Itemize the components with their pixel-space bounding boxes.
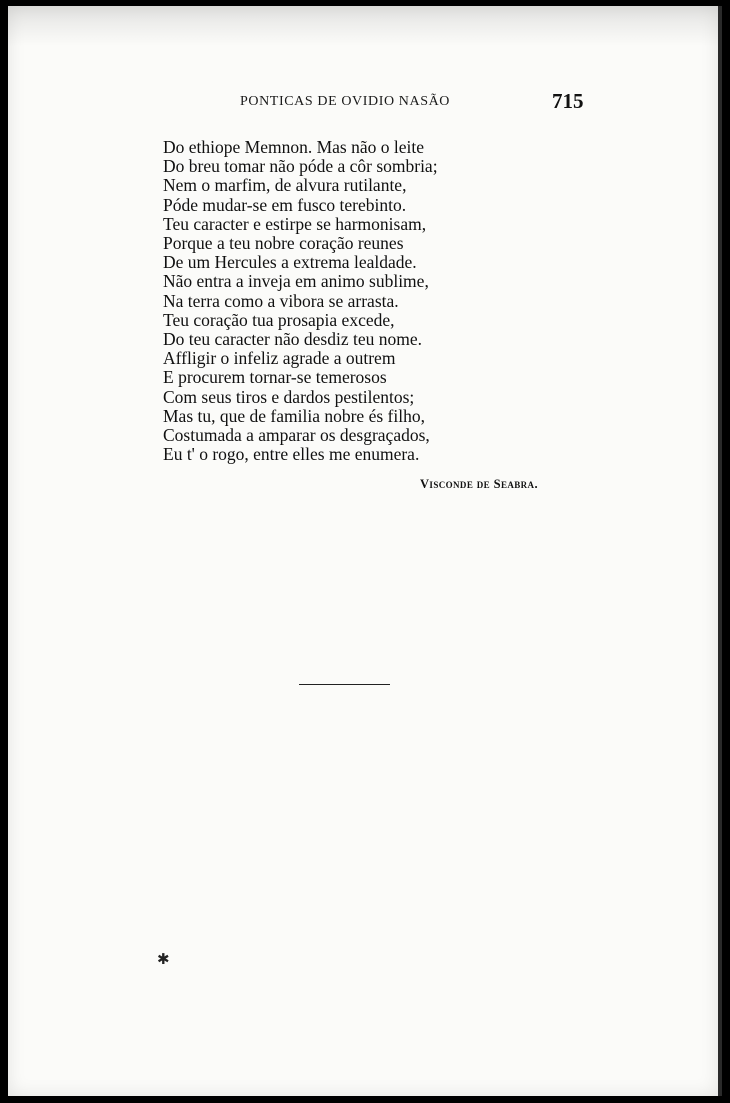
running-title: PONTICAS DE OVIDIO NASÃO	[240, 94, 451, 109]
poem-line: Porque a teu nobre coração reunes	[163, 233, 404, 254]
poem-line: Na terra como a vibora se arrasta.	[163, 290, 399, 311]
poem-line: Com seus tiros e dardos pestilentos;	[163, 386, 415, 407]
poem-verse	[163, 138, 438, 464]
poem-line: Costumada a amparar os desgraçados,	[163, 425, 430, 446]
poem-line: Do teu caracter não desdiz teu nome.	[163, 329, 422, 350]
page-number: 715	[552, 89, 584, 113]
poem-line: Do ethiope Memnon. Mas não o leite	[163, 137, 424, 157]
author-signature: Visconde de Seabra.	[420, 477, 538, 491]
poem-line: Mas tu, que de familia nobre és filho,	[163, 405, 425, 426]
section-divider	[299, 684, 390, 685]
poem-line: Teu caracter e estirpe se harmonisam,	[163, 213, 427, 234]
poem-line: Não entra a inveja em animo sublime,	[163, 271, 429, 292]
poem-line: De um Hercules a extrema lealdade.	[163, 252, 417, 273]
book-page	[8, 6, 722, 1096]
poem-line: Póde mudar-se em fusco terebinto.	[163, 194, 407, 215]
poem-line: Eu t' o rogo, entre elles me enumera.	[163, 444, 420, 465]
printers-mark-icon: ✱	[157, 950, 170, 968]
poem-line: Do breu tomar não póde a côr sombria;	[163, 156, 438, 177]
poem-line: Teu coração tua prosapia excede,	[163, 309, 395, 330]
poem-line: E procurem tornar-se temerosos	[163, 367, 387, 388]
poem-line: Affligir o infeliz agrade a outrem	[163, 348, 396, 369]
poem-line: Nem o marfim, de alvura rutilante,	[163, 175, 407, 196]
